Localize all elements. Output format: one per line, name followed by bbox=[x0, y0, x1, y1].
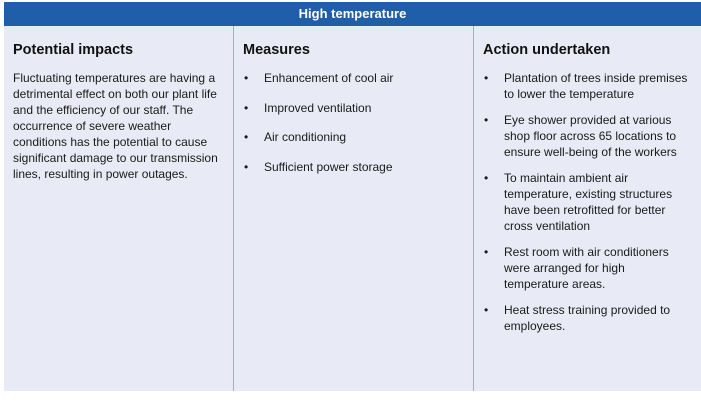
action-undertaken-heading: Action undertaken bbox=[483, 42, 611, 58]
list-item: • Enhancement of cool air bbox=[243, 70, 463, 86]
potential-impacts-text: Fluctuating temperatures are having a detrimental effect on both our plant life and the efficiency of our staff. The occurrence of severe weather conditions has the potential to cause significant damage to our transmission lines, resulting in power outages. bbox=[13, 71, 218, 181]
list-item: • Air conditioning bbox=[243, 129, 463, 145]
list-item: • Sufficient power storage bbox=[243, 159, 463, 175]
list-item: • Heat stress training provided to employees. bbox=[483, 302, 691, 334]
list-item: • Plantation of trees inside premises to lower the temperature bbox=[483, 70, 691, 102]
table-header: High temperature bbox=[4, 2, 701, 26]
list-item: • Eye shower provided at various shop floor across 65 locations to ensure well-being of the workers bbox=[483, 112, 691, 160]
measures-heading: Measures bbox=[243, 42, 310, 58]
list-item: • To maintain ambient air temperature, existing structures have been retrofitted for better cross ventilation bbox=[483, 170, 691, 234]
potential-impacts-column bbox=[4, 26, 234, 391]
table-columns bbox=[4, 26, 701, 391]
high-temperature-table bbox=[4, 2, 701, 391]
potential-impacts-heading: Potential impacts bbox=[13, 42, 134, 58]
action-undertaken-column bbox=[474, 26, 701, 391]
measures-column bbox=[234, 26, 474, 391]
actions-list bbox=[483, 70, 691, 334]
measures-list bbox=[243, 70, 463, 175]
list-item: • Rest room with air conditioners were arranged for high temperature areas. bbox=[483, 244, 691, 292]
list-item: • Improved ventilation bbox=[243, 100, 463, 116]
